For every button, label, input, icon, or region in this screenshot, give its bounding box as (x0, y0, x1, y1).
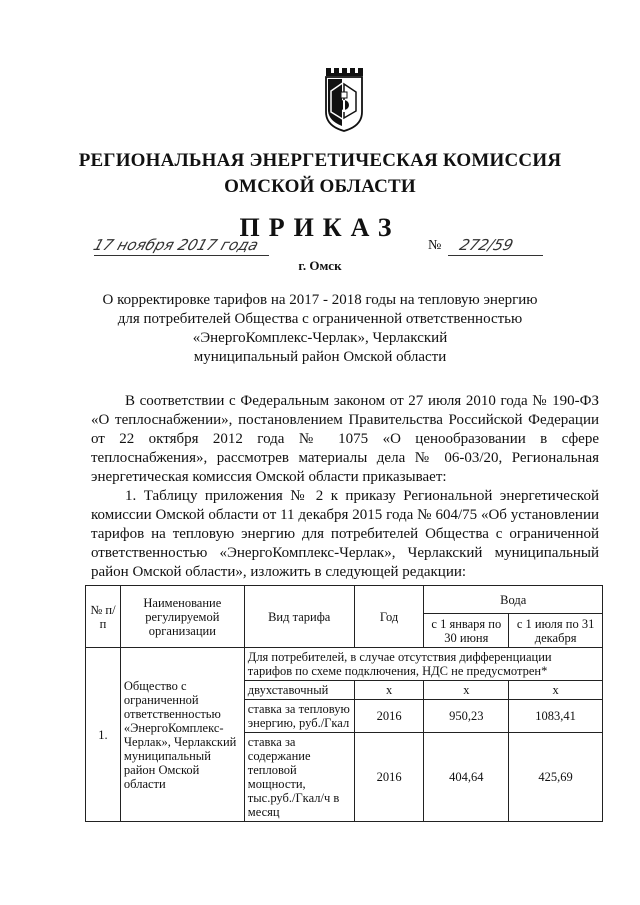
org-name-line2: ОМСКОЙ ОБЛАСТИ (224, 176, 416, 197)
handwritten-order-number: 272/59 (457, 236, 516, 254)
header-period-1: с 1 января по 30 июня (424, 614, 509, 648)
number-underline (448, 255, 543, 256)
paragraph-item-1: 1. Таблицу приложения № 2 к приказу Региональной энергетической комиссии Омской области от 11 декабря 2015 года № 604/75 «Об установлении тарифов на тепловую энергию для потребителей Общества с ограниченной ответственностью «ЭнергоКомплекс-Черлак», Черлакский муниципальный район Омской области», изложить в следующей редакции: (91, 488, 599, 580)
row-num: 1. (86, 648, 121, 822)
header-num: № п/п (86, 586, 121, 648)
energy-rate-label: ставка за тепловую энергию, руб./Гкал (244, 700, 354, 733)
cell-x: х (354, 681, 424, 700)
cell-x: х (509, 681, 603, 700)
capacity-rate-label: ставка за содержание тепловой мощности, тыс.руб./Гкал/ч в месяц (244, 733, 354, 822)
header-water: Вода (424, 586, 603, 614)
energy-rate-year: 2016 (354, 700, 424, 733)
subject-line: О корректировке тарифов на 2017 - 2018 годы на тепловую энергию (102, 292, 538, 308)
omsk-coat-of-arms-icon (323, 68, 365, 132)
header-year: Год (354, 586, 424, 648)
two-part-tariff: двухставочный (244, 681, 354, 700)
tariff-table (85, 585, 603, 822)
energy-rate-h2: 1083,41 (509, 700, 603, 733)
subject-line: муниципальный район Омской области (193, 349, 447, 365)
body-text (91, 392, 599, 582)
date-underline (94, 255, 269, 256)
city: г. Омск (298, 258, 342, 273)
header-tariff-type: Вид тарифа (244, 586, 354, 648)
subject-line: «ЭнергоКомплекс-Черлак», Черлакский (192, 330, 448, 346)
order-title: ПРИКАЗ (239, 213, 401, 242)
header-org: Наименование регулируемой организации (120, 586, 244, 648)
row-org: Общество с ограниченной ответственностью «ЭнергоКомплекс-Черлак», Черлакский муниципальный район Омской области (120, 648, 244, 822)
capacity-rate-h2: 425,69 (509, 733, 603, 822)
handwritten-date: 17 ноября 2017 года (91, 236, 261, 254)
cell-x: х (424, 681, 509, 700)
subject-line: для потребителей Общества с ограниченной ответственностью (117, 311, 523, 327)
org-name-line1: РЕГИОНАЛЬНАЯ ЭНЕРГЕТИЧЕСКАЯ КОМИССИЯ (78, 150, 562, 171)
energy-rate-h1: 950,23 (424, 700, 509, 733)
number-label: № (428, 238, 442, 253)
capacity-rate-h1: 404,64 (424, 733, 509, 822)
header-period-2: с 1 июля по 31 декабря (509, 614, 603, 648)
capacity-rate-year: 2016 (354, 733, 424, 822)
order-subject (100, 291, 540, 367)
row-note: Для потребителей, в случае отсутствия дифференциации тарифов по схеме подключения, НДС не предусмотрен* (244, 648, 602, 681)
paragraph-preamble: В соответствии с Федеральным законом от 27 июля 2010 года № 190-ФЗ «О теплоснабжении», постановлением Правительства Российской Федерации от 22 октября 2012 года № 1075 «О ценообразовании в сфере теплоснабжения», рассмотрев материалы дела № 06-03/20, Региональная энергетическая комиссия Омской области приказывает: (91, 393, 599, 485)
